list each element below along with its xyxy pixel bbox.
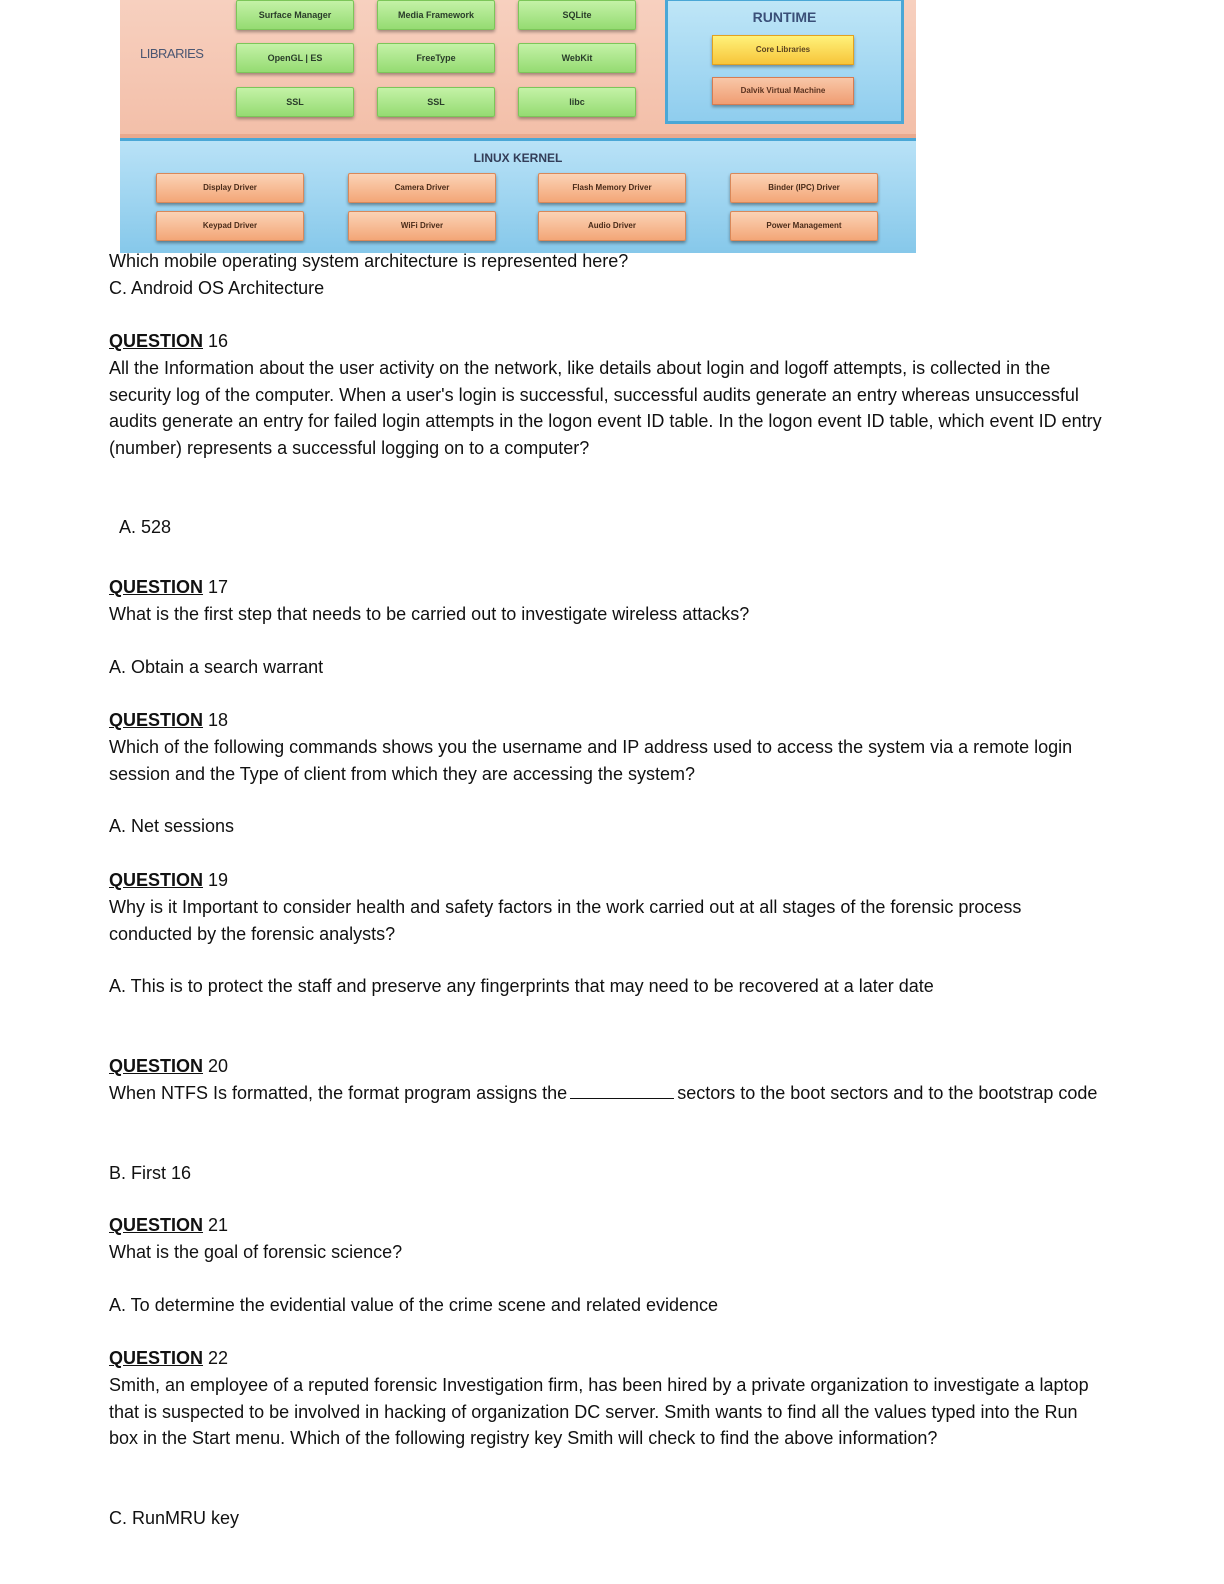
android-architecture-diagram [120, 0, 916, 250]
library-box: FreeType [377, 43, 495, 73]
question-text [109, 1080, 1109, 1107]
answer: A. Net sessions [109, 816, 235, 836]
driver-box: Binder (IPC) Driver [730, 173, 878, 203]
question-number: 16 [208, 331, 229, 351]
question-label: QUESTION [109, 870, 204, 890]
question-label: QUESTION [109, 1215, 204, 1235]
question-number: 17 [208, 577, 229, 597]
question-heading [109, 1053, 228, 1080]
question-heading [109, 1345, 228, 1372]
answer: A. 528 [119, 517, 172, 537]
core-libraries-box: Core Libraries [712, 35, 854, 65]
question-number: 18 [208, 710, 229, 730]
driver-box: Power Management [730, 211, 878, 241]
question-number: 21 [208, 1215, 229, 1235]
question-heading [109, 1212, 228, 1239]
question-label: QUESTION [109, 710, 204, 730]
library-box: Media Framework [377, 0, 495, 30]
question-heading [109, 574, 228, 601]
library-box: SQLite [518, 0, 636, 30]
answer: C. RunMRU key [109, 1508, 240, 1528]
libraries-label: LIBRARIES [140, 46, 204, 61]
question-text-after: sectors to the boot sectors and to the bootstrap code [677, 1083, 1098, 1103]
question-heading [109, 867, 228, 894]
answer: A. To determine the evidential value of the crime scene and related evidence [109, 1295, 719, 1315]
library-box: Surface Manager [236, 0, 354, 30]
question-number: 20 [208, 1056, 229, 1076]
question-heading [109, 328, 228, 355]
kernel-title: LINUX KERNEL [473, 151, 563, 165]
question-label: QUESTION [109, 577, 204, 597]
driver-box: Display Driver [156, 173, 304, 203]
dalvik-vm-box: Dalvik Virtual Machine [712, 77, 854, 105]
question-heading [109, 707, 228, 734]
driver-box: Audio Driver [538, 211, 686, 241]
linux-kernel-panel [120, 138, 916, 253]
question-number: 22 [208, 1348, 229, 1368]
question-label: QUESTION [109, 331, 204, 351]
question-number: 19 [208, 870, 229, 890]
runtime-panel [665, 0, 904, 124]
library-box: SSL [236, 87, 354, 117]
library-box: libc [518, 87, 636, 117]
driver-box: Keypad Driver [156, 211, 304, 241]
answer: A. Obtain a search warrant [109, 657, 324, 677]
question-label: QUESTION [109, 1056, 204, 1076]
library-box: SSL [377, 87, 495, 117]
question-text: What is the goal of forensic science? [109, 1242, 403, 1262]
intro-answer: C. Android OS Architecture [109, 278, 325, 298]
answer: B. First 16 [109, 1163, 192, 1183]
fill-in-blank [570, 1082, 674, 1099]
driver-box: Camera Driver [348, 173, 496, 203]
runtime-title: RUNTIME [752, 9, 817, 25]
library-box: WebKit [518, 43, 636, 73]
question-label: QUESTION [109, 1348, 204, 1368]
question-text: Which of the following commands shows you the username and IP address used to access the system via a remote login session and the Type of client from which they are accessing the system? [109, 737, 1073, 784]
question-text: Smith, an employee of a reputed forensic Investigation firm, has been hired by a private organization to investigate a laptop that is suspected to be involved in hacking of organization DC server. Smith wants to find all the values typed into the Run box in the Start menu. Which of the following registry key Smith will check to find the above information? [109, 1375, 1089, 1449]
question-text: All the Information about the user activity on the network, like details about login and logoff attempts, is collected in the security log of the computer. When a user's login is successful, successful audits generate an entry whereas unsuccessful audits generate an entry for failed login attempts in the logon event ID table. In the logon event ID table, which event ID entry (number) represents a successful logging on to a computer? [109, 358, 1102, 458]
question-text: What is the first step that needs to be carried out to investigate wireless attacks? [109, 604, 750, 624]
libraries-panel [120, 0, 916, 138]
intro-question: Which mobile operating system architecture is represented here? [109, 251, 629, 271]
driver-box: WiFi Driver [348, 211, 496, 241]
question-text: Why is it Important to consider health and safety factors in the work carried out at all stages of the forensic process conducted by the forensic analysts? [109, 897, 1022, 944]
driver-box: Flash Memory Driver [538, 173, 686, 203]
answer: A. This is to protect the staff and preserve any fingerprints that may need to be recovered at a later date [109, 976, 934, 996]
question-text-before: When NTFS Is formatted, the format program assigns the [109, 1083, 568, 1103]
library-box: OpenGL | ES [236, 43, 354, 73]
